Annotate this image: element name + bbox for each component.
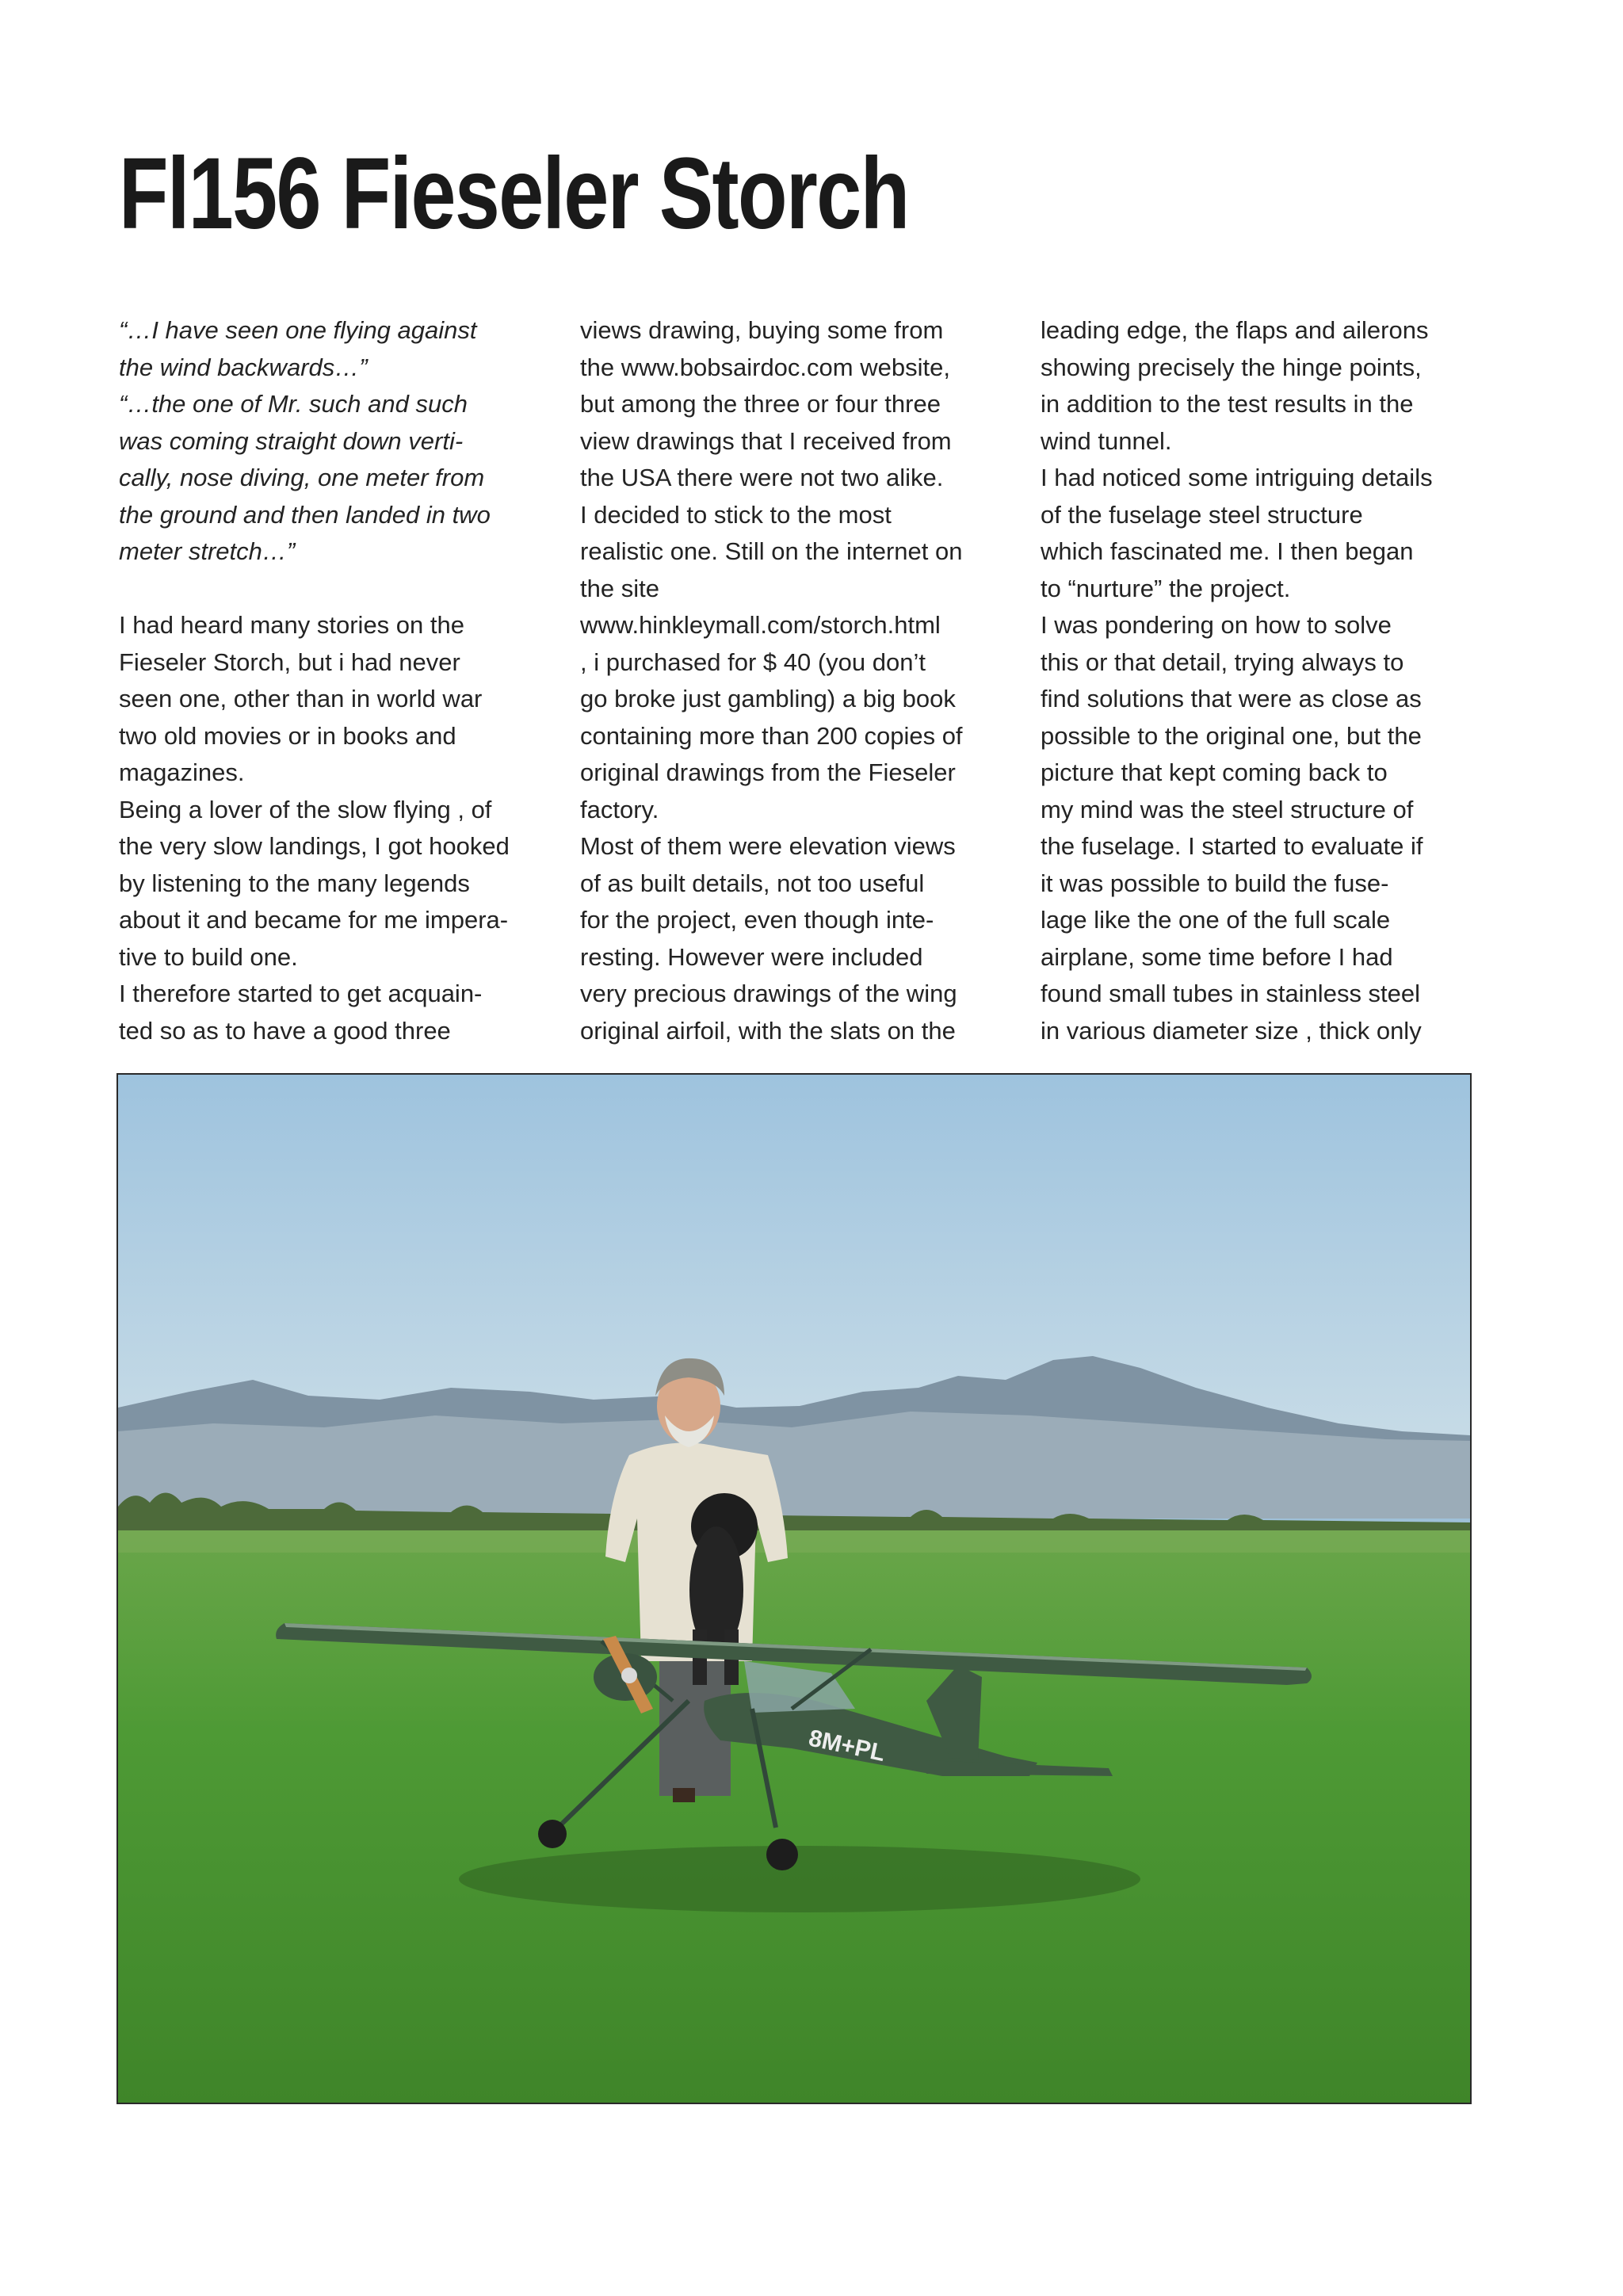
field-horizon [118,1530,1470,1553]
text-line: realistic one. Still on the internet on [580,537,963,565]
text-line: I decided to stick to the most [580,500,892,529]
text-line: very precious drawings of the wing [580,980,957,1007]
text-line: go broke just gambling) a big book [580,685,956,712]
text-line: I had noticed some intriguing details [1041,464,1433,491]
text-line: the site [580,574,659,602]
text-line: leading edge, the flaps and ailerons [1041,316,1429,344]
text-line: two old movies or in books and [119,721,456,750]
text-line: of as built details, not too useful [580,869,925,897]
text-line: “…the one of Mr. such and such [119,390,468,418]
fuselage-marking: 8M+PL [806,1725,888,1767]
text-line: ted so as to have a good three [119,1016,451,1045]
text-line: find solutions that were as close as [1041,685,1422,712]
text-line: about it and became for me impera- [119,906,509,934]
text-line: magazines. [119,758,245,786]
text-line: the wind backwards…” [119,353,368,381]
text-line: by listening to the many legends [119,869,470,897]
text-line: containing more than 200 copies of [580,721,963,750]
text-line: of the fuselage steel structure [1041,500,1363,529]
text-line: in addition to the test results in the [1041,390,1414,418]
text-line: seen one, other than in world war [119,685,483,712]
model-shadow [459,1846,1140,1912]
text-line: the ground and then landed in two [119,500,491,529]
text-column-2 [580,312,1024,1049]
text-column-1 [119,312,563,1049]
text-line: Fieseler Storch, but i had never [119,648,460,676]
text-line: airplane, some time before I had [1041,942,1393,971]
text-line: wind tunnel. [1041,426,1172,455]
text-line: tive to build one. [119,942,298,971]
text-line: I had heard many stories on the [119,611,464,639]
text-line: for the project, even though inte- [580,906,934,934]
text-line [119,571,563,608]
text-column-3 [1041,312,1484,1049]
text-line: in various diameter size , thick only [1041,1016,1422,1045]
text-line: factory. [580,795,659,823]
grass-field [118,1530,1470,2103]
text-line: “…I have seen one flying against [119,316,477,344]
text-line: meter stretch…” [119,537,296,565]
text-line: www.hinkleymall.com/storch.html [580,611,941,639]
text-line: showing precisely the hinge points, [1041,353,1422,381]
text-line: possible to the original one, but the [1041,721,1422,750]
text-line: to “nurture” the project. [1041,574,1291,602]
text-line: the USA there were not two alike. [580,464,944,491]
text-line: , i purchased for $ 40 (you don’t [580,648,926,676]
text-line: I therefore started to get acquain- [119,980,483,1007]
text-line: picture that kept coming back to [1041,758,1388,786]
text-line: the www.bobsairdoc.com website, [580,353,950,381]
text-line: was coming straight down verti- [119,426,464,455]
text-line: Being a lover of the slow flying , of [119,795,492,823]
text-line: I was pondering on how to solve [1041,611,1392,639]
text-line: views drawing, buying some from [580,316,944,344]
photo-storch-model [116,1073,1472,2104]
text-line: view drawings that I received from [580,426,952,455]
text-line: original drawings from the Fieseler [580,758,956,786]
text-line: the fuselage. I started to evaluate if [1041,832,1423,860]
text-line: which fascinated me. I then began [1041,537,1414,565]
page-title: Fl156 Fieseler Storch [119,137,909,250]
text-line: it was possible to build the fuse- [1041,869,1389,897]
text-line: my mind was the steel structure of [1041,795,1414,823]
text-line: found small tubes in stainless steel [1041,980,1421,1007]
text-line: but among the three or four three [580,390,941,418]
text-line: original airfoil, with the slats on the [580,1016,956,1045]
text-line: cally, nose diving, one meter from [119,464,485,491]
photo-illustration [118,1075,1470,2103]
text-line: resting. However were included [580,942,923,971]
text-line: Most of them were elevation views [580,832,956,860]
text-line: lage like the one of the full scale [1041,906,1391,934]
text-line: the very slow landings, I got hooked [119,832,510,860]
text-line: this or that detail, trying always to [1041,648,1404,676]
